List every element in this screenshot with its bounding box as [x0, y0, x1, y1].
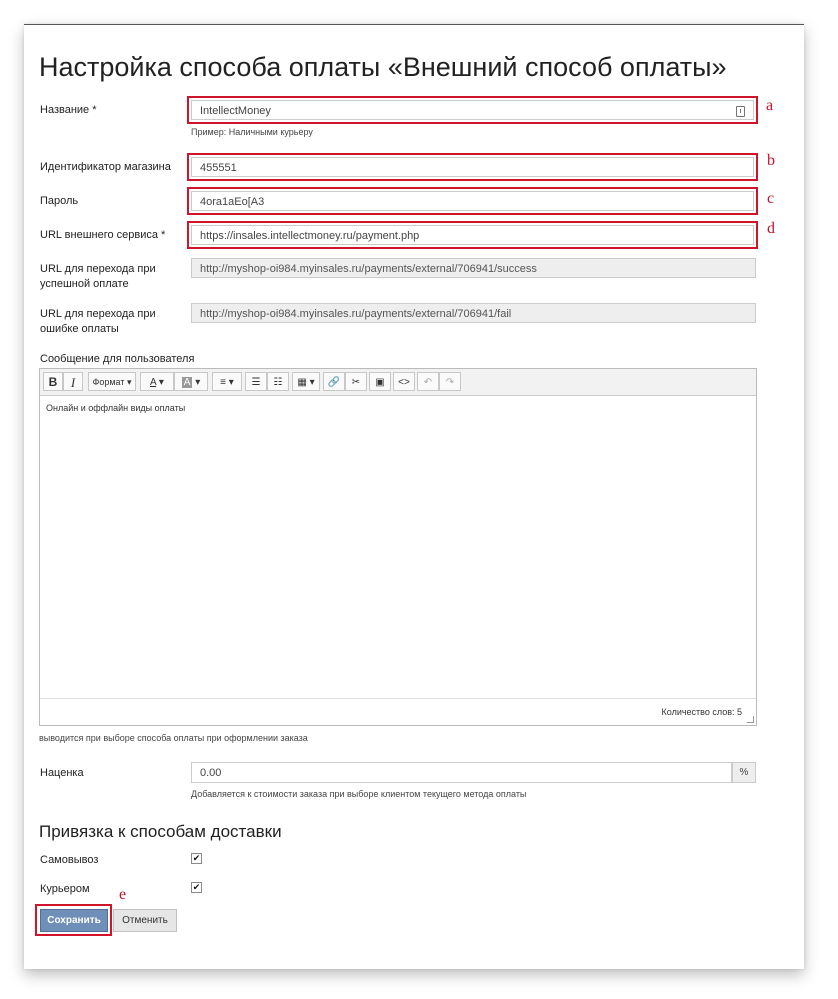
format-dropdown-label: Формат: [92, 377, 125, 387]
align-icon: ≡: [220, 377, 227, 388]
annotation-letter-a: a: [766, 97, 774, 114]
name-hint: Пример: Наличными курьеру: [191, 127, 313, 137]
bold-button[interactable]: B: [43, 372, 63, 391]
fail-url-label-line1: URL для перехода при: [40, 308, 156, 320]
font-color-icon: A: [150, 377, 157, 388]
numbered-list-icon: ☷: [273, 377, 283, 388]
message-label: Сообщение для пользователя: [40, 353, 195, 365]
image-button[interactable]: [369, 372, 391, 391]
editor-statusbar: [40, 698, 756, 725]
delivery-heading: Привязка к способам доставки: [39, 822, 282, 841]
link-icon: 🔗: [327, 377, 341, 388]
checkmark-icon: ✔: [192, 853, 201, 863]
format-dropdown[interactable]: Формат ▾: [88, 372, 136, 391]
page-title: Настройка способа оплаты «Внешний способ оплаты»: [39, 52, 727, 82]
checkmark-icon: ✔: [192, 882, 201, 892]
unlink-icon: ✂: [351, 377, 361, 388]
fail-url-input: http://myshop-oi984.myinsales.ru/payments/external/706941/fail: [191, 303, 756, 323]
message-editor: [39, 368, 757, 726]
shop-id-input[interactable]: 455551: [191, 157, 754, 177]
message-hint: выводится при выборе способа оплаты при оформлении заказа: [39, 733, 308, 743]
fail-url-label-line2: ошибке оплаты: [40, 323, 119, 335]
table-dropdown[interactable]: ▦ ▾: [292, 372, 320, 391]
save-button[interactable]: Сохранить: [40, 909, 108, 932]
fail-url-label: [40, 307, 156, 337]
annotation-box-b: [187, 153, 758, 181]
bg-color-button[interactable]: A ▾: [174, 372, 208, 391]
editor-content[interactable]: Онлайн и оффлайн виды оплаты: [46, 403, 186, 413]
courier-checkbox[interactable]: [191, 882, 202, 893]
service-url-input[interactable]: https://insales.intellectmoney.ru/payment.php: [191, 225, 754, 245]
numbered-list-button[interactable]: [267, 372, 289, 391]
annotation-letter-d: d: [767, 220, 775, 237]
font-color-button[interactable]: A ▾: [140, 372, 174, 391]
success-url-input: http://myshop-oi984.myinsales.ru/payments/external/706941/success: [191, 258, 756, 278]
resize-handle-icon[interactable]: [747, 716, 754, 723]
annotation-box-d: [187, 221, 758, 249]
courier-label: Курьером: [40, 883, 90, 895]
align-dropdown[interactable]: ≡ ▾: [212, 372, 242, 391]
annotation-box-a: [187, 96, 758, 124]
service-url-label: URL внешнего сервиса *: [40, 229, 166, 241]
markup-label: Наценка: [40, 767, 84, 779]
annotation-box-c: [187, 187, 758, 215]
annotation-letter-b: b: [767, 152, 775, 169]
pickup-label: Самовывоз: [40, 854, 99, 866]
redo-icon: ↷: [445, 377, 455, 388]
cancel-button[interactable]: Отменить: [113, 909, 177, 932]
annotation-letter-c: c: [767, 190, 775, 207]
success-url-label-line1: URL для перехода при: [40, 263, 156, 275]
name-value: IntellectMoney: [200, 105, 271, 117]
link-button[interactable]: [323, 372, 345, 391]
undo-button[interactable]: [417, 372, 439, 391]
shop-id-label: Идентификатор магазина: [40, 161, 171, 173]
word-count: Количество слов: 5: [661, 707, 742, 717]
password-label: Пароль: [40, 195, 79, 207]
markup-input[interactable]: 0.00: [191, 762, 732, 783]
annotation-letter-e: e: [119, 886, 127, 903]
italic-button[interactable]: I: [63, 372, 83, 391]
markup-hint: Добавляется к стоимости заказа при выборе клиентом текущего метода оплаты: [191, 789, 527, 799]
bg-color-icon: A: [183, 377, 191, 388]
password-input[interactable]: 4ora1aEo[A3: [191, 191, 754, 211]
image-icon: ▣: [375, 377, 385, 388]
success-url-label-line2: успешной оплате: [40, 278, 129, 290]
markup-unit: %: [732, 762, 756, 783]
source-code-button[interactable]: <>: [393, 372, 415, 391]
bullet-list-icon: ☰: [251, 377, 261, 388]
bullet-list-button[interactable]: [245, 372, 267, 391]
redo-button[interactable]: [439, 372, 461, 391]
name-label: Название *: [40, 104, 97, 116]
unlink-button[interactable]: [345, 372, 367, 391]
success-url-label: [40, 262, 156, 292]
editor-toolbar: [40, 369, 756, 396]
pickup-checkbox[interactable]: [191, 853, 202, 864]
table-icon: ▦: [297, 377, 307, 388]
undo-icon: ↶: [423, 377, 433, 388]
